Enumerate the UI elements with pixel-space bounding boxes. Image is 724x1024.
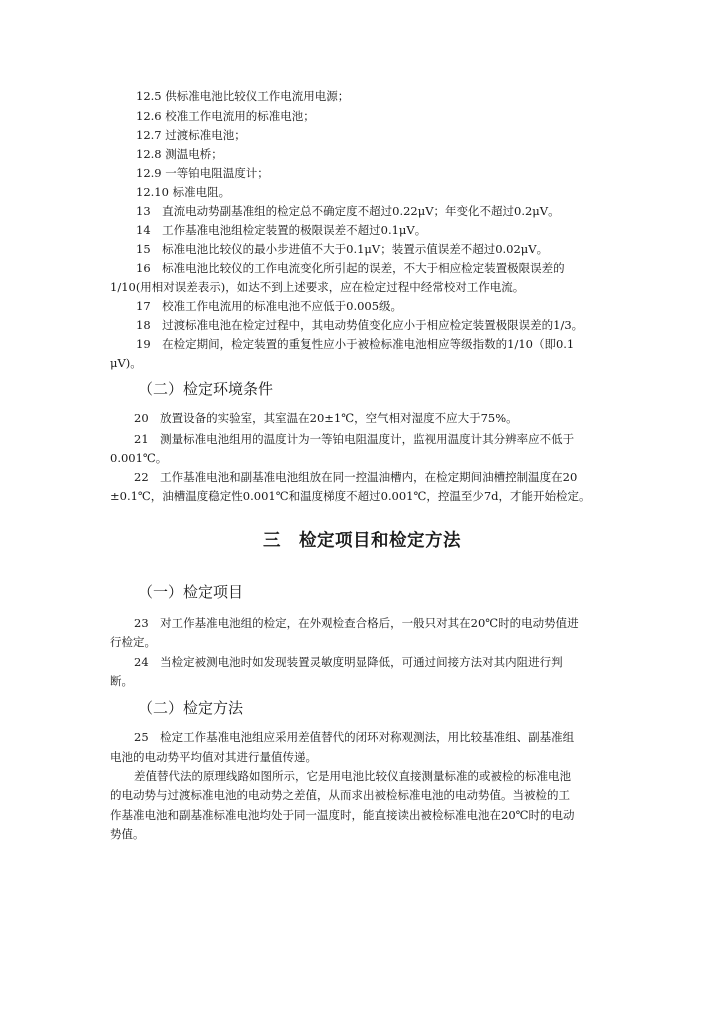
clause-25-line-2: 电池的电动势平均值对其进行量值传递。 — [110, 750, 317, 764]
clause-16-line-2: 1/10(用相对误差表示)，如达不到上述要求，应在检定过程中经常校对工作电流。 — [110, 280, 525, 294]
section-heading-items: （一）检定项目 — [138, 583, 244, 601]
clause-18: 18 过渡标准电池在检定过程中，其电动势值变化应小于相应检定装置极限误差的1/3。 — [136, 318, 584, 332]
clause-14: 14 工作基准电池组检定装置的极限误差不超过0.1μV。 — [136, 223, 427, 237]
list-item-12-7: 12.7 过渡标准电池； — [136, 128, 246, 142]
clause-22-line-1: 22 工作基准电池和副基准电池组放在同一控温油槽内，在检定期间油槽控制温度在20 — [134, 470, 578, 484]
clause-25-line-1: 25 检定工作基准电池组应采用差值替代的闭环对称观测法，用比较基准组、副基准组 — [134, 730, 575, 744]
clause-24-line-2: 断。 — [110, 674, 133, 688]
clause-22-line-2: ±0.1℃，油槽温度稳定性0.001℃和温度梯度不超过0.001℃，控温至少7d，才能开始检定。 — [110, 489, 591, 503]
clause-24-line-1: 24 当检定被测电池时如发现装置灵敏度明显降低，可通过间接方法对其内阻进行判 — [134, 655, 563, 669]
list-item-12-9: 12.9 一等铂电阻温度计； — [136, 166, 269, 180]
list-item-12-6: 12.6 校准工作电流用的标准电池； — [136, 109, 315, 123]
clause-21-line-1: 21 测量标准电池组用的温度计为一等铂电阻温度计，监视用温度计其分辨率应不低于 — [134, 432, 575, 446]
clause-19-line-2: μV)。 — [110, 356, 142, 370]
list-item-12-5: 12.5 供标准电池比较仪工作电流用电源； — [136, 89, 350, 103]
paragraph-line-3: 作基准电池和副基准标准电池均处于同一温度时，能直接读出被检标准电池在20℃时的电动 — [110, 808, 575, 822]
list-item-12-10: 12.10 标准电阻。 — [136, 185, 231, 199]
list-item-12-8: 12.8 测温电桥； — [136, 147, 223, 161]
clause-20: 20 放置设备的实验室，其室温在20±1℃，空气相对湿度不应大于75%。 — [134, 411, 518, 425]
paragraph-line-2: 的电动势与过渡标准电池的电动势之差值，从而求出被检标准电池的电动势值。当被检的工 — [110, 788, 570, 802]
clause-21-line-2: 0.001℃。 — [110, 451, 168, 465]
chapter-title: 三 检定项目和检定方法 — [263, 531, 461, 551]
clause-13: 13 直流电动势副基准组的检定总不确定度不超过0.22μV；年变化不超过0.2μV。 — [136, 204, 560, 218]
clause-16-line-1: 16 标准电池比较仪的工作电流变化所引起的误差，不大于相应检定装置极限误差的 — [136, 261, 565, 275]
clause-19-line-1: 19 在检定期间，检定装置的重复性应小于被检标准电池相应等级指数的1/10（即0.1 — [136, 337, 575, 351]
clause-23-line-2: 行检定。 — [110, 635, 156, 649]
clause-17: 17 校准工作电流用的标准电池不应低于0.005级。 — [136, 299, 403, 313]
paragraph-line-1: 差值替代法的原理线路如图所示，它是用电池比较仪直接测量标准的或被检的标准电池 — [134, 769, 571, 783]
paragraph-line-4: 势值。 — [110, 827, 145, 841]
section-heading-methods: （二）检定方法 — [138, 699, 244, 717]
clause-23-line-1: 23 对工作基准电池组的检定，在外观检查合格后，一般只对其在20℃时的电动势值进 — [134, 616, 579, 630]
section-heading-environment: （二）检定环境条件 — [138, 380, 274, 398]
clause-15: 15 标准电池比较仪的最小步进值不大于0.1μV；装置示值误差不超过0.02μV。 — [136, 242, 549, 256]
